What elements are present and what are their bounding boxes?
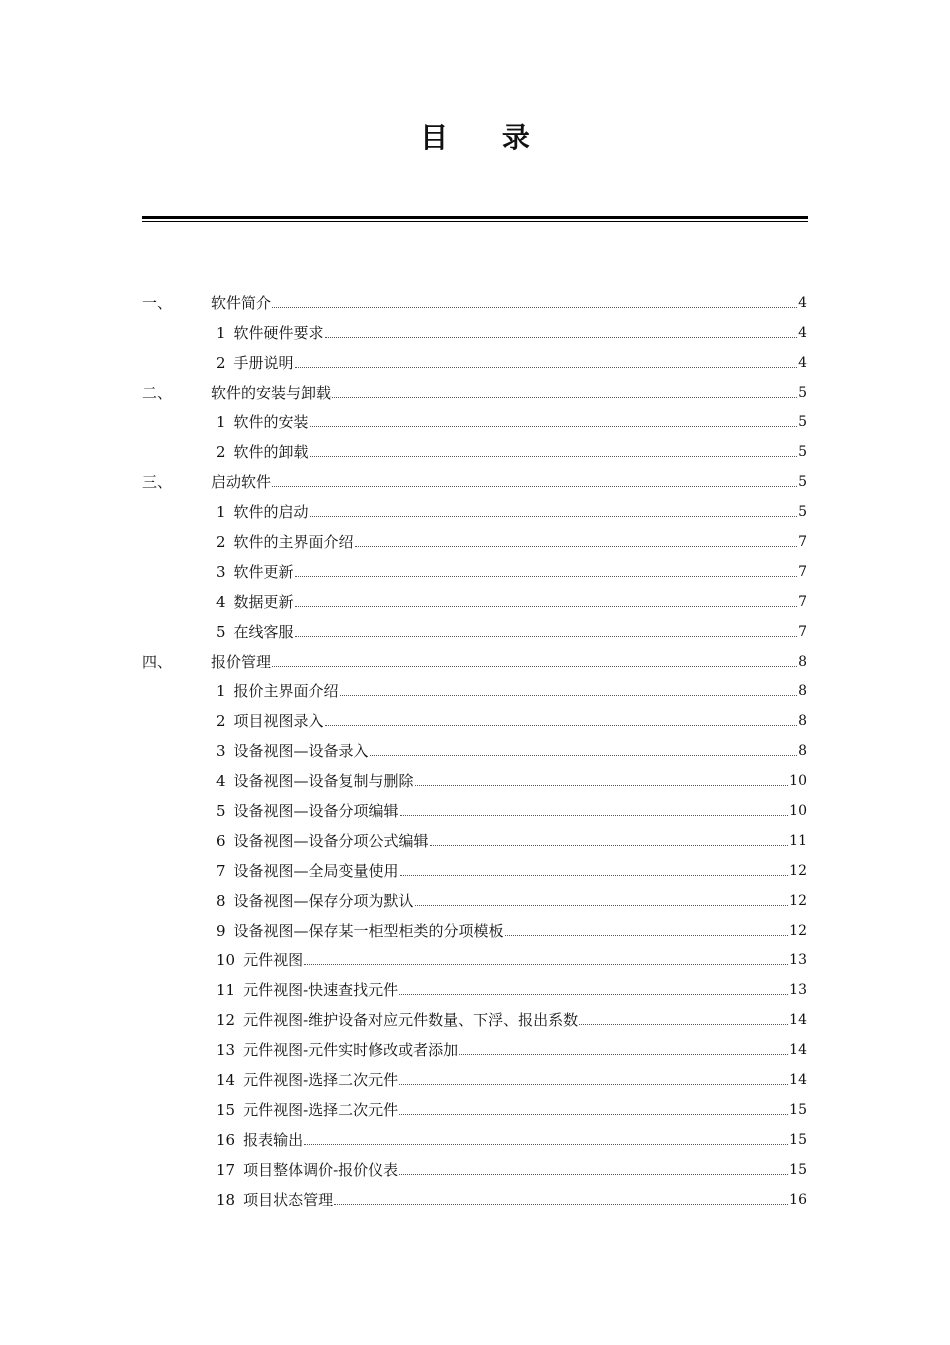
toc-leader-dots: [332, 397, 797, 398]
toc-entry-page-number[interactable]: 7: [798, 593, 807, 610]
toc-entry[interactable]: [142, 1090, 807, 1120]
toc-entry-page-number[interactable]: 14: [789, 1012, 807, 1029]
toc-leader-dots: [579, 1024, 788, 1025]
toc-leader-dots: [272, 307, 797, 308]
page-title: 目 录: [420, 121, 552, 154]
toc-entry-page-number[interactable]: 13: [789, 982, 807, 999]
toc-entry-label[interactable]: 软件的安装与卸载: [211, 383, 332, 402]
toc-leader-dots: [334, 1204, 788, 1205]
toc-entry-label[interactable]: 软件的安装: [233, 413, 309, 432]
toc-entry-page-number[interactable]: 5: [798, 414, 807, 431]
toc-entry-page-number[interactable]: 11: [789, 832, 807, 849]
toc-entry[interactable]: [142, 343, 807, 373]
toc-leader-dots: [310, 516, 798, 517]
toc-entry[interactable]: [142, 731, 807, 761]
toc-entry-page-number[interactable]: 15: [789, 1161, 807, 1178]
toc-entry[interactable]: [142, 970, 807, 1000]
toc-entry-page-number[interactable]: 4: [798, 354, 807, 371]
toc-entry-label[interactable]: 元件视图-元件实时修改或者添加: [243, 1041, 459, 1060]
toc-entry[interactable]: [142, 522, 807, 552]
toc-leader-dots: [272, 666, 797, 667]
toc-entry-number: 9: [216, 921, 226, 940]
toc-entry-label[interactable]: 设备视图—保存分项为默认: [233, 891, 414, 910]
toc-entry-page-number[interactable]: 16: [789, 1191, 807, 1208]
toc-entry-page-number[interactable]: 10: [789, 803, 807, 820]
toc-leader-dots: [295, 636, 798, 637]
toc-entry-number: 3: [216, 562, 226, 581]
toc-entry-page-number[interactable]: 10: [789, 773, 807, 790]
toc-entry-label[interactable]: 软件的主界面介绍: [233, 533, 354, 552]
toc-leader-dots: [310, 456, 798, 457]
toc-entry[interactable]: [142, 761, 807, 791]
toc-entry-page-number[interactable]: 5: [798, 474, 807, 491]
toc-entry[interactable]: [142, 821, 807, 851]
toc-leader-dots: [310, 426, 798, 427]
toc-leader-dots: [304, 1144, 788, 1145]
toc-leader-dots: [399, 1084, 788, 1085]
toc-entry-number: 2: [216, 712, 226, 731]
toc-entry[interactable]: [142, 373, 807, 403]
toc-entry-page-number[interactable]: 8: [798, 683, 807, 700]
toc-entry-label[interactable]: 启动软件: [211, 473, 272, 492]
toc-entry-number: 2: [216, 443, 226, 462]
toc-leader-dots: [355, 546, 798, 547]
toc-entry-page-number[interactable]: 4: [798, 294, 807, 311]
toc-entry-label[interactable]: 设备视图—设备复制与删除: [233, 772, 414, 791]
toc-leader-dots: [295, 606, 798, 607]
toc-entry[interactable]: [142, 1120, 807, 1150]
toc-entry-page-number[interactable]: 7: [798, 623, 807, 640]
toc-entry-label[interactable]: 项目状态管理: [243, 1190, 334, 1209]
toc-entry[interactable]: [142, 313, 807, 343]
toc-leader-dots: [295, 367, 798, 368]
toc-entry-number: 15: [216, 1100, 236, 1119]
toc-leader-dots: [340, 695, 798, 696]
toc-entry-label[interactable]: 元件视图-选择二次元件: [243, 1071, 399, 1090]
toc-leader-dots: [415, 785, 789, 786]
toc-entry-page-number[interactable]: 15: [789, 1101, 807, 1118]
toc-entry-page-number[interactable]: 7: [798, 563, 807, 580]
toc-entry-number: 18: [216, 1190, 236, 1209]
toc-entry-label[interactable]: 软件硬件要求: [233, 323, 324, 342]
toc-entry[interactable]: [142, 492, 807, 522]
toc-entry-number: 6: [216, 831, 226, 850]
toc-entry-label[interactable]: 项目视图录入: [233, 712, 324, 731]
toc-entry-page-number[interactable]: 8: [798, 653, 807, 670]
toc-entry[interactable]: [142, 403, 807, 433]
toc-leader-dots: [400, 815, 789, 816]
toc-entry-page-number[interactable]: 15: [789, 1131, 807, 1148]
toc-entry-page-number[interactable]: 12: [789, 862, 807, 879]
toc-entry-number: 2: [216, 353, 226, 372]
toc-entry-label[interactable]: 软件的卸载: [233, 443, 309, 462]
toc-entry-number: 四、: [142, 652, 173, 671]
toc-entry-number: 13: [216, 1041, 236, 1060]
toc-entry-number: 5: [216, 622, 226, 641]
toc-entry[interactable]: [142, 911, 807, 941]
toc-entry-number: 4: [216, 592, 226, 611]
toc-leader-dots: [272, 486, 797, 487]
toc-leader-dots: [399, 1114, 788, 1115]
toc-entry[interactable]: [142, 851, 807, 881]
toc-entry-number: 11: [216, 981, 236, 1000]
table-of-contents: [142, 283, 807, 1210]
toc-entry-page-number[interactable]: 14: [789, 1042, 807, 1059]
toc-entry-page-number[interactable]: 14: [789, 1072, 807, 1089]
toc-entry-page-number[interactable]: 8: [798, 713, 807, 730]
toc-leader-dots: [459, 1054, 788, 1055]
toc-entry-label[interactable]: 软件的启动: [233, 503, 309, 522]
toc-entry[interactable]: [142, 612, 807, 642]
toc-entry-label[interactable]: 报价管理: [211, 652, 272, 671]
toc-entry[interactable]: [142, 432, 807, 462]
toc-entry-label[interactable]: 软件简介: [211, 293, 272, 312]
toc-entry-label[interactable]: 数据更新: [233, 592, 294, 611]
toc-entry[interactable]: [142, 672, 807, 702]
toc-entry[interactable]: [142, 642, 807, 672]
toc-entry-label[interactable]: 在线客服: [233, 622, 294, 641]
toc-entry-number: 16: [216, 1130, 236, 1149]
toc-entry-label[interactable]: 项目整体调价-报价仪表: [243, 1160, 399, 1179]
toc-entry[interactable]: [142, 881, 807, 911]
toc-entry-number: 1: [216, 503, 226, 522]
toc-entry[interactable]: [142, 1060, 807, 1090]
toc-entry-number: 7: [216, 861, 226, 880]
toc-entry-label[interactable]: 设备视图—保存某一柜型柜类的分项模板: [233, 921, 504, 940]
toc-entry-label[interactable]: 报价主界面介绍: [233, 682, 339, 701]
toc-leader-dots: [325, 337, 798, 338]
toc-entry-number: 二、: [142, 383, 173, 402]
toc-entry-page-number[interactable]: 13: [789, 952, 807, 969]
toc-leader-dots: [304, 964, 788, 965]
toc-leader-dots: [295, 576, 798, 577]
toc-entry[interactable]: [142, 582, 807, 612]
toc-leader-dots: [415, 905, 789, 906]
toc-entry[interactable]: [142, 791, 807, 821]
toc-leader-dots: [505, 935, 789, 936]
toc-entry-page-number[interactable]: 7: [798, 534, 807, 551]
toc-entry[interactable]: [142, 1180, 807, 1210]
toc-entry-number: 12: [216, 1011, 236, 1030]
toc-entry-number: 1: [216, 682, 226, 701]
toc-entry-page-number[interactable]: 5: [798, 444, 807, 461]
toc-entry[interactable]: [142, 1030, 807, 1060]
toc-entry[interactable]: [142, 462, 807, 492]
toc-entry[interactable]: [142, 701, 807, 731]
title-divider-thick: [142, 216, 808, 219]
toc-entry-label[interactable]: 元件视图: [243, 951, 304, 970]
title-divider-thin: [142, 221, 808, 222]
toc-entry[interactable]: [142, 1000, 807, 1030]
toc-entry-number: 一、: [142, 293, 173, 312]
toc-entry-page-number[interactable]: 8: [798, 743, 807, 760]
toc-entry-number: 2: [216, 533, 226, 552]
toc-leader-dots: [325, 725, 798, 726]
toc-leader-dots: [430, 845, 789, 846]
toc-entry-number: 14: [216, 1071, 236, 1090]
toc-entry-page-number[interactable]: 4: [798, 324, 807, 341]
toc-entry[interactable]: [142, 283, 807, 313]
toc-entry-number: 1: [216, 323, 226, 342]
toc-entry-label[interactable]: 报表输出: [243, 1130, 304, 1149]
toc-entry-label[interactable]: 设备视图—全局变量使用: [233, 861, 399, 880]
toc-entry-number: 1: [216, 413, 226, 432]
toc-entry-label[interactable]: 设备视图—设备分项编辑: [233, 802, 399, 821]
toc-entry-page-number[interactable]: 5: [798, 384, 807, 401]
toc-entry-label[interactable]: 设备视图—设备分项公式编辑: [233, 831, 429, 850]
toc-entry-label[interactable]: 元件视图-选择二次元件: [243, 1100, 399, 1119]
toc-entry-label[interactable]: 设备视图—设备录入: [233, 742, 369, 761]
toc-entry[interactable]: [142, 552, 807, 582]
toc-entry-number: 8: [216, 891, 226, 910]
toc-entry[interactable]: [142, 1150, 807, 1180]
toc-leader-dots: [400, 875, 789, 876]
toc-leader-dots: [370, 755, 798, 756]
toc-entry-label[interactable]: 元件视图-维护设备对应元件数量、下浮、报出系数: [243, 1011, 579, 1030]
toc-entry-number: 3: [216, 742, 226, 761]
toc-entry-page-number[interactable]: 12: [789, 922, 807, 939]
toc-entry-page-number[interactable]: 12: [789, 892, 807, 909]
toc-entry-number: 5: [216, 802, 226, 821]
toc-entry-number: 三、: [142, 473, 173, 492]
toc-leader-dots: [399, 1174, 788, 1175]
toc-leader-dots: [399, 994, 788, 995]
toc-entry-label[interactable]: 软件更新: [233, 562, 294, 581]
toc-entry-number: 17: [216, 1160, 236, 1179]
toc-entry-label[interactable]: 手册说明: [233, 353, 294, 372]
toc-entry-page-number[interactable]: 5: [798, 504, 807, 521]
toc-entry[interactable]: [142, 941, 807, 971]
toc-entry-label[interactable]: 元件视图-快速查找元件: [243, 981, 399, 1000]
toc-entry-number: 4: [216, 772, 226, 791]
toc-entry-number: 10: [216, 951, 236, 970]
